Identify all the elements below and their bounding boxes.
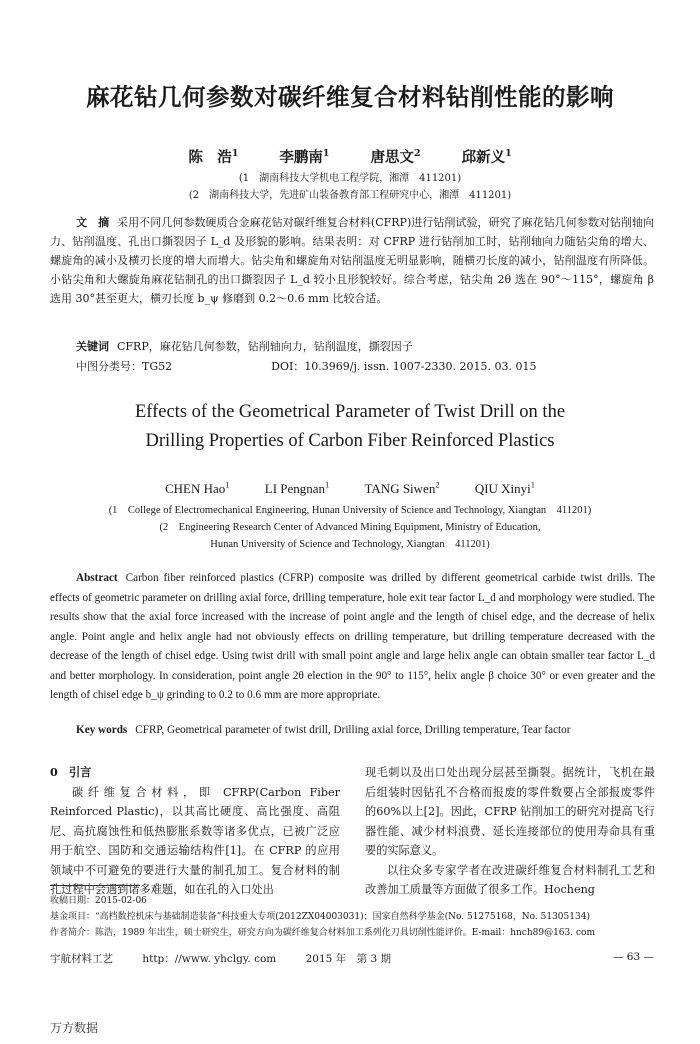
author-sup: 2 [435, 479, 440, 490]
keywords-cn [76, 338, 413, 354]
author-sup: 1 [505, 148, 512, 160]
keywords-en-label: Key words [76, 724, 128, 736]
author-sup: 2 [414, 148, 421, 160]
title-en-line-1: Effects of the Geometrical Parameter of Twist Drill on the [134, 402, 566, 422]
title-en [0, 398, 700, 456]
footnote-received: 收稿日期：2015-02-06 [50, 896, 147, 906]
section-heading: 0 引言 [50, 765, 92, 779]
author-cn [371, 149, 421, 166]
authors-en [0, 481, 700, 497]
clc-label: 中图分类号： [76, 360, 142, 373]
body-paragraph: 碳纤维复合材料，即 CFRP(Carbon Fiber Reinforced Plastic)，以其高比硬度、高比强度、高阻尼、高抗腐蚀性和低热膨胀系数等诸多优点，已被广泛应用于航空、国防和交通运输结构件[1]。在 CFRP 的应用领域中不可避免的要进行大量的制孔加工。复合材料的制孔过程中会遇到诸多难题，如在孔的入口处出 [50, 785, 340, 896]
clc-value: TG52 [142, 360, 173, 373]
author-cn [279, 149, 329, 166]
keywords-en-text: CFRP, Geometrical parameter of twist drill, Drilling axial force, Drilling temperature, Tear factor [135, 724, 571, 736]
keywords-cn-text: CFRP，麻花钻几何参数，钻削轴向力，钻削温度，撕裂因子 [117, 340, 413, 353]
abstract-en [50, 569, 655, 706]
author-name: CHEN Hao [164, 481, 226, 496]
abstract-cn-label: 文 摘 [76, 216, 110, 229]
author-name: 邱新义 [461, 149, 506, 166]
author-sup: 1 [530, 479, 535, 490]
abstract-cn [50, 213, 654, 308]
author-sup: 1 [225, 479, 230, 490]
author-sup: 1 [231, 148, 239, 160]
author-sup: 1 [325, 479, 330, 490]
author-cn [188, 149, 238, 166]
affiliation-en-2: (2 Engineering Research Center of Advanced Mining Equipment, Ministry of Education, [159, 522, 541, 533]
author-name: QIU Xinyi [474, 481, 531, 496]
author-name: TANG Siwen [364, 481, 436, 496]
author-cn [462, 149, 512, 166]
affiliation-en-1: (1 College of Electromechanical Engineering, Hunan University of Science and Technology, Xiangtan 411201) [108, 505, 592, 516]
footnote-rule [50, 885, 140, 886]
body-right-column [365, 763, 655, 900]
doi-label: DOI： [271, 360, 305, 373]
author-en [365, 481, 440, 496]
author-name: LI Pengnan [264, 481, 326, 496]
keywords-cn-label: 关键词 [76, 340, 109, 353]
author-en [165, 481, 230, 496]
abstract-en-text: Carbon fiber reinforced plastics (CFRP) composite was drilled by different geometrical carbide twist drills. The effects of geometric parameter on drilling axial force, drilling temperature, hole exit tear factor L_d and morphology were studied. The results show that the axial force increased with the increase of point angle and the length of chisel edge, and the decrease of helix angle. Point angle and helix angle had not obviously effects on drilling temperature, but drilling temperature decreased with the decrease of the length of chisel edge. Using twist drill with small point angle and large helix angle can obtain smaller tear factor L_d and better morphology. In consideration, point angle 2θ election in the 90° to 115°, helix angle β choice 30° or even greater and the length of chisel edge b_ψ grinding to 0.2 to 0.6 mm are more appropriate. [50, 572, 655, 701]
body-paragraph: 现毛刺以及出口处出现分层甚至撕裂。据统计，飞机在最后组装时因钻孔不合格而报废的零件数要占全部报废零件的60%以上[2]。因此，CFRP 钻削加工的研究对提高飞行器性能、减少材料浪费、延长连接部位的使用寿命具有重要的实际意义。 [365, 766, 655, 857]
author-name: 陈 浩 [188, 149, 232, 166]
author-name: 唐思文 [370, 149, 415, 166]
classification-row [76, 358, 536, 374]
affiliation-cn-2: (2 湖南科技大学，先进矿山装备教育部工程研究中心，湘潭 411201) [188, 190, 512, 201]
author-en [475, 481, 535, 496]
body-paragraph: 以往众多专家学者在改进碳纤维复合材料制孔工艺和改善加工质量等方面做了很多工作。Hocheng [365, 863, 655, 896]
doi-value: 10.3969/j. issn. 1007-2330. 2015. 03. 015 [304, 360, 537, 373]
journal-name: 宇航材料工艺 [50, 953, 113, 965]
author-name: 李鹏南 [279, 149, 323, 166]
footnote-funding: 基金项目：“高档数控机床与基础制造装备”科技重大专项(2012ZX04003031)；国家自然科学基金(No. 51275168，No. 51305134) [50, 912, 590, 922]
journal-url: http：//www. yhclgy. com [142, 953, 277, 965]
abstract-en-label: Abstract [76, 572, 118, 584]
footnote-author-bio: 作者简介：陈浩，1989 年出生，硕士研究生，研究方向为碳纤维复合材料加工系列化刀具切削性能评价。E-mail：hnch89@163. com [50, 928, 595, 938]
journal-issue: 2015 年 第 3 期 [305, 953, 392, 965]
title-en-line-2: Drilling Properties of Carbon Fiber Reinforced Plastics [145, 431, 555, 451]
body-left-column [50, 763, 340, 900]
page-footer [50, 951, 654, 966]
page-number: — 63 — [612, 951, 654, 963]
title-cn: 麻花钻几何参数对碳纤维复合材料钻削性能的影响 [86, 83, 614, 111]
author-sup: 1 [322, 148, 330, 160]
abstract-cn-text: 采用不同几何参数硬质合金麻花钻对碳纤维复合材料(CFRP)进行钻削试验，研究了麻花钻几何参数对钻削轴向力、钻削温度、孔出口撕裂因子 L_d 及形貌的影响。结果表明：对 CFRP 进行钻削加工时，钻削轴向力随钻尖角的增大、螺旋角的减小及横刃长度的增大而增大。钻尖角和螺旋角对钻削温度无明显影响，随横刃长度的减小，钻削温度有所降低。小钻尖角和大螺旋角麻花钻制孔的出口撕裂因子 L_d 较小且形貌较好。综合考虑，钻尖角 2θ 选在 90°～115°，螺旋角 β 选用 30°甚至更大，横刃长度 b_ψ 修磨到 0.2～0.6 mm 比较合适。 [50, 216, 655, 305]
affiliation-cn-1: (1 湖南科技大学机电工程学院，湘潭 411201) [238, 173, 462, 184]
author-en [265, 481, 330, 496]
affiliation-en-3: Hunan University of Science and Technology, Xiangtan 411201) [210, 539, 490, 550]
authors-cn [0, 146, 700, 167]
keywords-en [76, 724, 570, 736]
wanfang-watermark: 万方数据 [50, 1021, 99, 1035]
